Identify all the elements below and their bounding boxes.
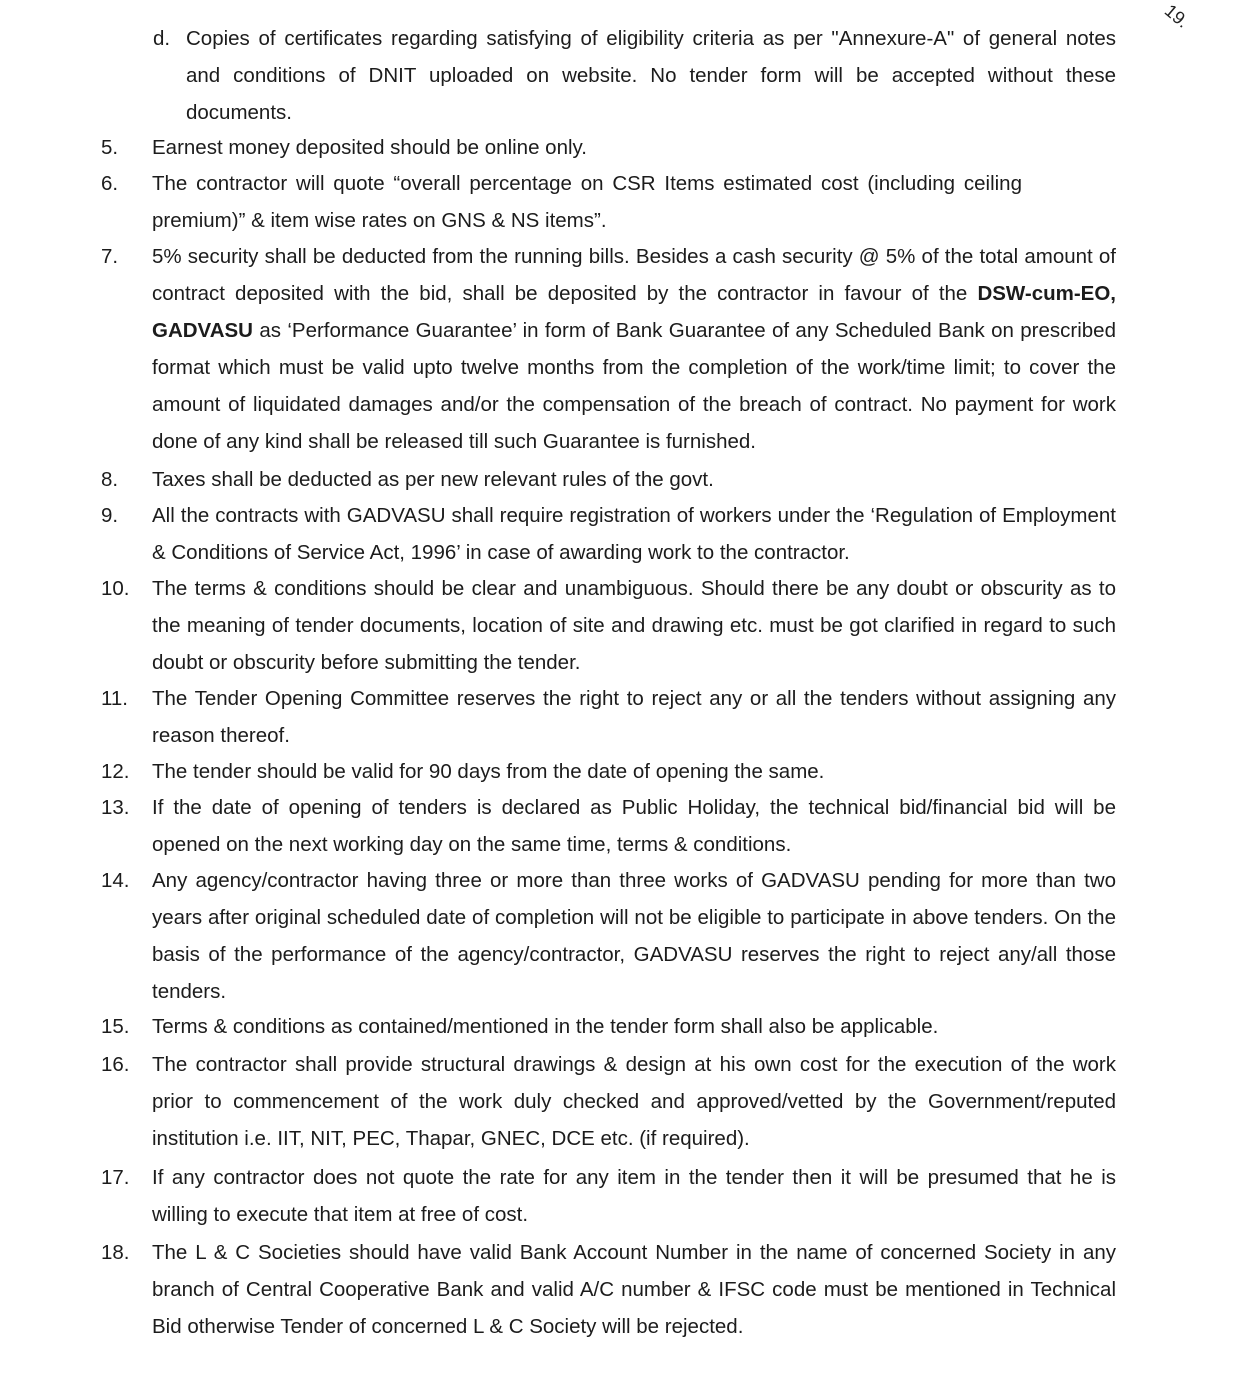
item-text: The tender should be valid for 90 days from the date of opening the same. — [152, 760, 825, 783]
item-number: 18. — [101, 1241, 130, 1264]
item-number: d. — [153, 27, 171, 50]
item-number: 7. — [101, 245, 119, 268]
item-number: 5. — [101, 136, 119, 159]
item-text: Taxes shall be deducted as per new relevant rules of the govt. — [152, 468, 714, 491]
item-number: 10. — [101, 577, 130, 600]
item-number: 13. — [101, 796, 130, 819]
item-text: The contractor will quote “overall percentage on CSR Items estimated cost (including ceiling premium)” & item wise rates on GNS & NS items”. — [152, 172, 1022, 232]
item-number: 11. — [101, 687, 128, 710]
item-text: The contractor shall provide structural drawings & design at his own cost for the execution of the work prior to commencement of the work duly checked and approved/vetted by the Government/reputed institution i.e. IIT, NIT, PEC, Thapar, GNEC, DCE etc. (if required). — [152, 1053, 1116, 1150]
item-number: 9. — [101, 504, 119, 527]
item-text: If the date of opening of tenders is declared as Public Holiday, the technical bid/financial bid will be opened on the next working day on the same time, terms & conditions. — [152, 796, 1116, 856]
item-number: 17. — [101, 1166, 130, 1189]
item-text: The Tender Opening Committee reserves the right to reject any or all the tenders without assigning any reason thereof. — [152, 687, 1116, 747]
item-text: If any contractor does not quote the rate for any item in the tender then it will be presumed that he is willing to execute that item at free of cost. — [152, 1166, 1116, 1226]
item-text: Terms & conditions as contained/mentioned in the tender form shall also be applicable. — [152, 1015, 939, 1038]
item-text-bold: DSW-cum-EO, GADVASU — [152, 282, 1116, 342]
item-text: Earnest money deposited should be online only. — [152, 136, 587, 159]
item-number: 14. — [101, 869, 130, 892]
item-number: 15. — [101, 1015, 130, 1038]
item-text: Copies of certificates regarding satisfying of eligibility criteria as per "Annexure-A" of general notes and conditions of DNIT uploaded on website. No tender form will be accepted without these documents. — [186, 27, 1116, 124]
item-text: All the contracts with GADVASU shall require registration of workers under the ‘Regulation of Employment & Conditions of Service Act, 1996’ in case of awarding work to the contractor. — [152, 504, 1116, 564]
item-number: 6. — [101, 172, 119, 195]
item-text-part: 5% security shall be deducted from the running bills. Besides a cash security @ 5% of the total amount of contract deposited with the bid, shall be deposited by the contractor in favour of the — [152, 245, 1116, 305]
item-number: 8. — [101, 468, 119, 491]
item-text: Any agency/contractor having three or more than three works of GADVASU pending for more than two years after original scheduled date of completion will not be eligible to participate in above tenders. On the basis of the performance of the agency/contractor, GADVASU reserves the right to reject any/all those tenders. — [152, 869, 1116, 1003]
item-text: The terms & conditions should be clear and unambiguous. Should there be any doubt or obscurity as to the meaning of tender documents, location of site and drawing etc. must be got clarified in regard to such doubt or obscurity before submitting the tender. — [152, 577, 1116, 674]
item-number: 12. — [101, 760, 130, 783]
item-number: 16. — [101, 1053, 130, 1076]
item-text: The L & C Societies should have valid Bank Account Number in the name of concerned Society in any branch of Central Cooperative Bank and valid A/C number & IFSC code must be mentioned in Technical Bid otherwise Tender of concerned L & C Society will be rejected. — [152, 1241, 1116, 1338]
page-number-mark: 19. — [1160, 0, 1193, 32]
item-text-part: as ‘Performance Guarantee’ in form of Bank Guarantee of any Scheduled Bank on prescribed format which must be valid upto twelve months from the completion of the work/time limit; to cover the amount of liquidated damages and/or the compensation of the breach of contract. No payment for work done of any kind shall be released till such Guarantee is furnished. — [152, 319, 1116, 453]
item-text — [152, 238, 1116, 460]
